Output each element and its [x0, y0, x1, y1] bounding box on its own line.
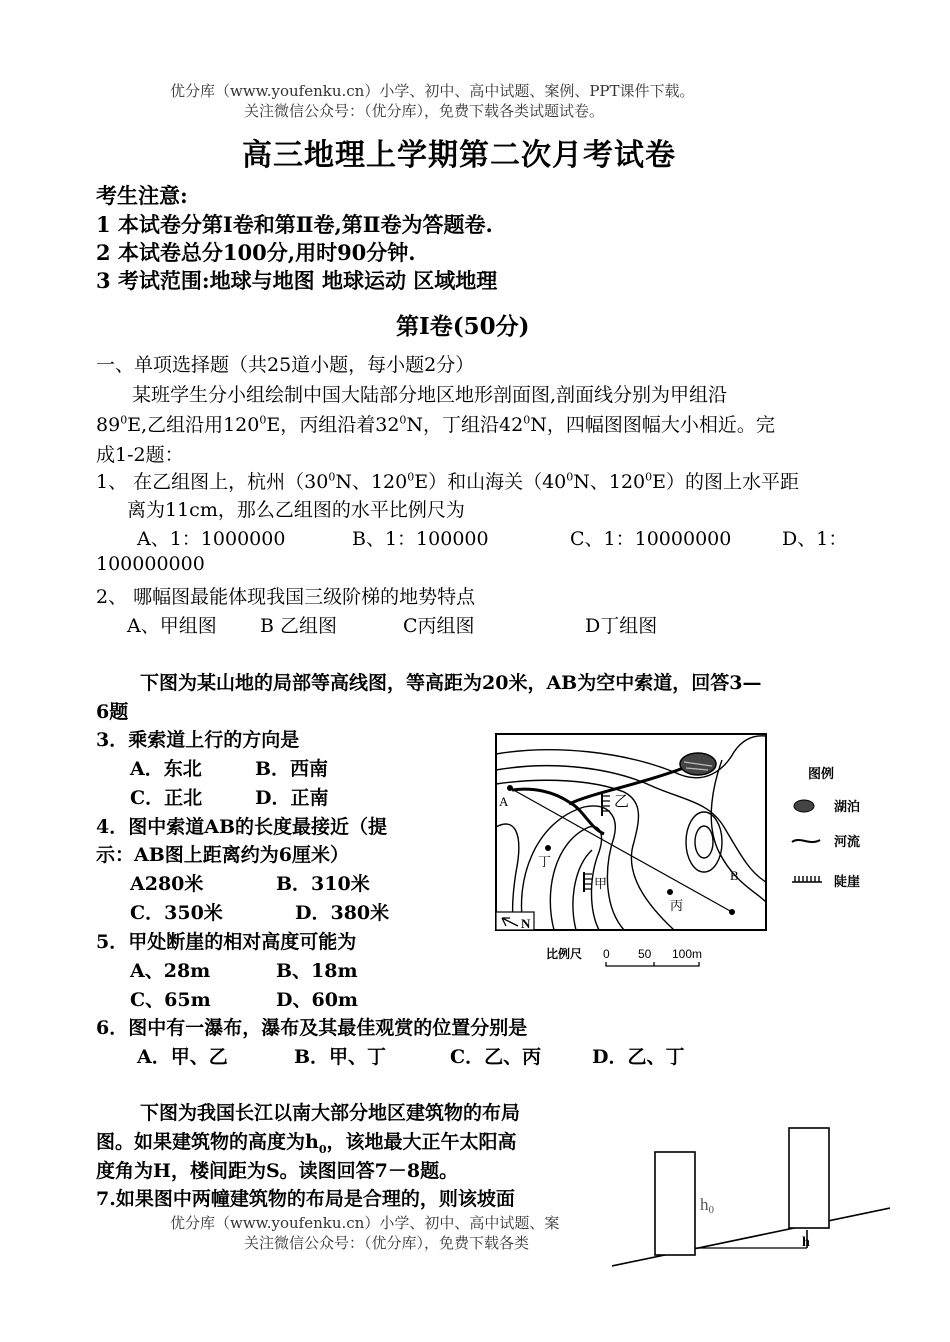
q2-stem: 2、 哪幅图最能体现我国三级阶梯的地势特点	[96, 586, 476, 608]
q4-option-d: D．380米	[295, 902, 390, 924]
q5-option-a: A、28m	[130, 960, 211, 982]
q4-option-b: B．310米	[276, 873, 370, 895]
h-label: h	[802, 1235, 810, 1250]
q1-option-d: D、1：	[782, 528, 848, 550]
scale-bar	[606, 962, 699, 966]
header-line-1: 优分库（www.youfenku.cn）小学、初中、高中试题、案例、PPT课件下载。	[170, 82, 695, 100]
q1-option-d-cont: 100000000	[96, 553, 205, 575]
q5-option-c: C、65m	[130, 989, 211, 1011]
q1-stem: 1、 在乙组图上，杭州（$30^0N$、$120^0E$）和山海关（$40^0N$、$120^0E$）的图上水平距	[96, 470, 800, 493]
page-title: 高三地理上学期第二次月考试卷	[242, 138, 676, 173]
label-bing: 丙	[670, 899, 684, 914]
building-right	[789, 1128, 829, 1228]
notice-item-2: 2 本试卷总分100分,用时90分钟.	[96, 240, 416, 265]
building-diagram	[612, 1098, 890, 1274]
q4-stem-1: 4．图中索道AB的长度最接近（提	[96, 816, 388, 838]
label-ding: 丁	[538, 855, 552, 870]
scale-50: 50	[638, 947, 652, 961]
q3-stem: 3．乘索道上行的方向是	[96, 729, 300, 751]
q1-stem-2: 离为11cm，那么乙组图的水平比例尺为	[127, 499, 465, 521]
intro3-line-3: 度角为H，楼间距为S。读图回答7－8题。	[96, 1160, 459, 1182]
q1-option-b: B、1：100000	[352, 528, 489, 550]
intro1-line-2: $89^0E$,乙组沿用$120^0E$，丙组沿着$32^0N$，丁组沿$42^0N$，四幅图图幅大小相近。完	[96, 413, 775, 436]
legend-river-icon	[792, 840, 820, 842]
q2-option-b: B 乙组图	[260, 615, 338, 637]
point-bing-dot	[667, 889, 673, 895]
q6-option-b: B．甲、丁	[294, 1046, 387, 1068]
notice-item-1: 1 本试卷分第Ⅰ卷和第Ⅱ卷,第Ⅱ卷为答题卷.	[96, 212, 493, 237]
point-b-dot	[729, 909, 735, 915]
scale-100m: 100m	[672, 947, 703, 961]
intro3-line-1: 下图为我国长江以南大部分地区建筑物的布局	[140, 1102, 521, 1124]
label-a: A	[499, 794, 509, 809]
notice-heading: 考生注意:	[96, 183, 188, 208]
q6-option-a: A．甲、乙	[137, 1046, 228, 1068]
label-yi: 乙	[614, 792, 630, 810]
q6-stem: 6．图中有一瀑布，瀑布及其最佳观赏的位置分别是	[96, 1017, 528, 1039]
label-jia: 甲	[594, 877, 608, 892]
q7-stem: 7.如果图中两幢建筑物的布局是合理的，则该坡面	[96, 1188, 515, 1210]
q2-option-c: C丙组图	[403, 615, 475, 637]
slope-line	[612, 1208, 890, 1266]
q1-option-a: A、1：1000000	[137, 528, 286, 550]
intro3-line-2: 图。如果建筑物的高度为$h_0$，该地最大正午太阳高	[96, 1131, 517, 1156]
north-label: N	[521, 916, 531, 931]
q5-stem: 5．甲处断崖的相对高度可能为	[96, 931, 357, 953]
footer-line-1: 优分库（www.youfenku.cn）小学、初中、高中试题、案	[170, 1214, 560, 1232]
contour-map-figure	[494, 732, 880, 968]
q6-option-d: D．乙、丁	[592, 1046, 685, 1068]
notice-item-3: 3 考试范围:地球与地图 地球运动 区域地理	[96, 268, 498, 293]
scale-0: 0	[603, 947, 610, 961]
point-ding-dot	[545, 845, 551, 851]
q3-option-d: D．正南	[255, 787, 329, 809]
legend-lake-label: 湖泊	[834, 800, 861, 815]
footer-line-2: 关注微信公众号：（优分库），免费下载各类	[244, 1234, 530, 1252]
header-line-2: 关注微信公众号：（优分库），免费下载各类试题试卷。	[244, 102, 605, 120]
label-b: B	[730, 868, 739, 883]
intro2-line-2: 6题	[96, 701, 129, 723]
q4-option-a: A280米	[130, 873, 204, 895]
q6-option-c: C．乙、丙	[450, 1046, 542, 1068]
q4-stem-2: 示：AB图上距离约为6厘米）	[96, 844, 350, 866]
q5-option-b: B、18m	[276, 960, 358, 982]
legend-river-label: 河流	[834, 835, 861, 850]
building-left	[655, 1152, 695, 1255]
intro1-line-1: 某班学生分小组绘制中国大陆部分地区地形剖面图,剖面线分别为甲组沿	[132, 384, 728, 406]
legend-lake-icon	[794, 800, 814, 812]
intro2-line-1: 下图为某山地的局部等高线图，等高距为20米，AB为空中索道，回答3—	[140, 672, 762, 694]
part1-heading: 一、单项选择题（共25道小题，每小题2分）	[96, 354, 475, 376]
legend-cliff-icon	[792, 876, 822, 882]
h0-label: h0	[700, 1195, 714, 1216]
q2-option-a: A、甲组图	[127, 615, 217, 637]
legend-cliff-label: 陡崖	[834, 875, 861, 890]
q4-option-c: C．350米	[130, 902, 223, 924]
legend-title: 图例	[808, 767, 835, 782]
scale-label: 比例尺	[546, 947, 583, 961]
q1-option-c: C、1：10000000	[570, 528, 732, 550]
q3-option-b: B．西南	[255, 758, 329, 780]
q3-option-c: C．正北	[130, 787, 203, 809]
intro1-line-3: 成1-2题：	[96, 444, 184, 466]
q2-option-d: D丁组图	[585, 615, 658, 637]
q5-option-d: D、60m	[276, 989, 359, 1011]
q3-option-a: A．东北	[130, 758, 202, 780]
section-title: 第Ⅰ卷(50分)	[396, 313, 530, 340]
point-a-dot	[507, 785, 513, 791]
